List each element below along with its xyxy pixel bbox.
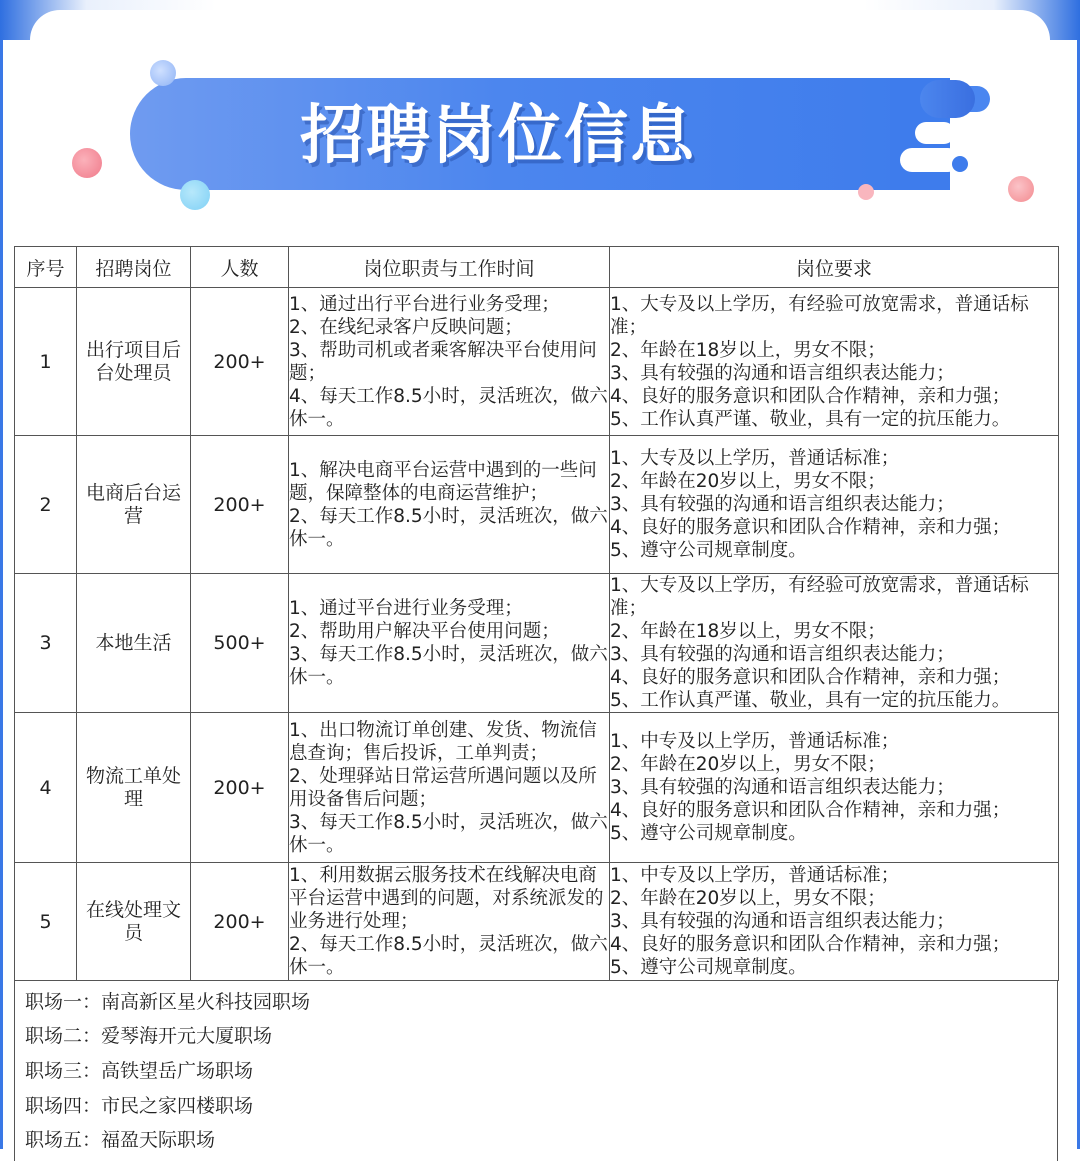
- duty-item: 4、每天工作8.5小时，灵活班次，做六休一。: [289, 385, 608, 430]
- position-name: 在线处理文员: [77, 863, 191, 981]
- decor-dot-pink: [1008, 176, 1034, 202]
- requirement-item: 3、具有较强的沟通和语言组织表达能力；: [610, 362, 955, 384]
- requirement-item: 4、良好的服务意识和团队合作精神，亲和力强；: [610, 667, 1011, 688]
- requirement-item: 4、良好的服务意识和团队合作精神，亲和力强；: [610, 934, 1011, 955]
- row-number: 3: [15, 574, 77, 713]
- requirement-item: 1、中专及以上学历，普通话标准；: [610, 865, 900, 886]
- duties-cell: [289, 713, 610, 863]
- duty-item: 3、帮助司机或者乘客解决平台使用问题；: [289, 339, 597, 384]
- duty-item: 3、每天工作8.5小时，灵活班次，做六休一。: [289, 811, 608, 856]
- decor-dot-blue: [920, 80, 975, 118]
- duty-item: 2、帮助用户解决平台使用问题；: [289, 621, 560, 642]
- position-name: 电商后台运营: [77, 436, 191, 574]
- position-name: 本地生活: [77, 574, 191, 713]
- table-row: [15, 713, 1059, 863]
- row-number: 2: [15, 436, 77, 574]
- decor-dot-blue: [180, 180, 210, 210]
- location-item: 职场二：爱琴海开元大厦职场: [25, 1025, 273, 1047]
- header-cell: 岗位职责与工作时间: [289, 247, 610, 288]
- headcount: 500+: [191, 574, 289, 713]
- table-header-row: [15, 247, 1059, 288]
- headcount: 200+: [191, 436, 289, 574]
- requirement-item: 4、良好的服务意识和团队合作精神，亲和力强；: [610, 385, 1011, 407]
- headcount: 200+: [191, 713, 289, 863]
- requirement-item: 3、具有较强的沟通和语言组织表达能力；: [610, 494, 955, 515]
- table-row: [15, 574, 1059, 713]
- job-table: [14, 246, 1059, 981]
- requirements-cell: [610, 863, 1059, 981]
- duty-item: 1、通过平台进行业务受理；: [289, 598, 523, 619]
- duty-item: 1、出口物流订单创建、发货、物流信息查询；售后投诉，工单判责；: [289, 719, 597, 764]
- header-cell: 人数: [191, 247, 289, 288]
- duties-cell: [289, 574, 610, 713]
- requirements-cell: [610, 288, 1059, 436]
- requirement-item: 4、良好的服务意识和团队合作精神，亲和力强；: [610, 517, 1011, 538]
- duties-cell: [289, 863, 610, 981]
- requirement-item: 5、遵守公司规章制度。: [610, 823, 807, 844]
- row-number: 4: [15, 713, 77, 863]
- duty-item: 1、利用数据云服务技术在线解决电商平台运营中遇到的问题，对系统派发的业务进行处理；: [289, 865, 604, 932]
- requirement-item: 2、年龄在18岁以上，男女不限；: [610, 621, 886, 642]
- header-cell: 岗位要求: [610, 247, 1059, 288]
- location-item: 职场五：福盈天际职场: [25, 1129, 216, 1151]
- page-title: 招聘岗位信息: [300, 99, 696, 173]
- requirement-item: 5、工作认真严谨、敬业，具有一定的抗压能力。: [610, 408, 1011, 430]
- requirement-item: 5、遵守公司规章制度。: [610, 540, 807, 561]
- requirement-item: 1、中专及以上学历，普通话标准；: [610, 731, 900, 752]
- row-number: 1: [15, 288, 77, 436]
- decor-dot-blue: [150, 60, 176, 86]
- decor-dot-pink: [72, 148, 102, 178]
- requirement-item: 5、遵守公司规章制度。: [610, 957, 807, 978]
- position-name: 出行项目后台处理员: [77, 288, 191, 436]
- requirement-item: 3、具有较强的沟通和语言组织表达能力；: [610, 777, 955, 798]
- headcount: 200+: [191, 863, 289, 981]
- location-item: 职场三：高铁望岳广场职场: [25, 1060, 254, 1082]
- requirement-item: 2、年龄在20岁以上，男女不限；: [610, 471, 886, 492]
- decor-dot-pink: [858, 184, 874, 200]
- requirement-item: 3、具有较强的沟通和语言组织表达能力；: [610, 911, 955, 932]
- duty-item: 1、通过出行平台进行业务受理；: [289, 293, 560, 315]
- locations-section: [14, 981, 1058, 1161]
- duty-item: 2、处理驿站日常运营所遇问题以及所用设备售后问题；: [289, 765, 597, 810]
- duty-item: 1、解决电商平台运营中遇到的一些问题，保障整体的电商运营维护；: [289, 459, 597, 504]
- duty-item: 3、每天工作8.5小时，灵活班次，做六休一。: [289, 644, 608, 688]
- requirement-item: 2、年龄在20岁以上，男女不限；: [610, 888, 886, 909]
- location-item: 职场一：南高新区星火科技园职场: [25, 991, 311, 1013]
- position-name: 物流工单处理: [77, 713, 191, 863]
- duty-item: 2、在线纪录客户反映问题；: [289, 316, 523, 338]
- requirement-item: 2、年龄在20岁以上，男女不限；: [610, 754, 886, 775]
- header-banner: [0, 0, 1080, 230]
- header-cell: 招聘岗位: [77, 247, 191, 288]
- duties-cell: [289, 288, 610, 436]
- headcount: 200+: [191, 288, 289, 436]
- duties-cell: [289, 436, 610, 574]
- requirements-cell: [610, 436, 1059, 574]
- requirements-cell: [610, 713, 1059, 863]
- requirement-item: 5、工作认真严谨、敬业，具有一定的抗压能力。: [610, 690, 1011, 711]
- table-row: [15, 863, 1059, 981]
- requirement-item: 1、大专及以上学历，有经验可放宽需求，普通话标准；: [610, 293, 1029, 338]
- location-item: 职场四：市民之家四楼职场: [25, 1095, 254, 1117]
- header-cell: 序号: [15, 247, 77, 288]
- duty-item: 2、每天工作8.5小时，灵活班次，做六休一。: [289, 934, 608, 978]
- requirement-item: 4、良好的服务意识和团队合作精神，亲和力强；: [610, 800, 1011, 821]
- requirement-item: 3、具有较强的沟通和语言组织表达能力；: [610, 644, 955, 665]
- table-row: [15, 436, 1059, 574]
- requirement-item: 1、大专及以上学历，有经验可放宽需求，普通话标准；: [610, 575, 1029, 619]
- row-number: 5: [15, 863, 77, 981]
- table-row: [15, 288, 1059, 436]
- requirement-item: 1、大专及以上学历，普通话标准；: [610, 448, 900, 469]
- requirements-cell: [610, 574, 1059, 713]
- requirement-item: 2、年龄在18岁以上，男女不限；: [610, 339, 886, 361]
- duty-item: 2、每天工作8.5小时，灵活班次，做六休一。: [289, 505, 608, 550]
